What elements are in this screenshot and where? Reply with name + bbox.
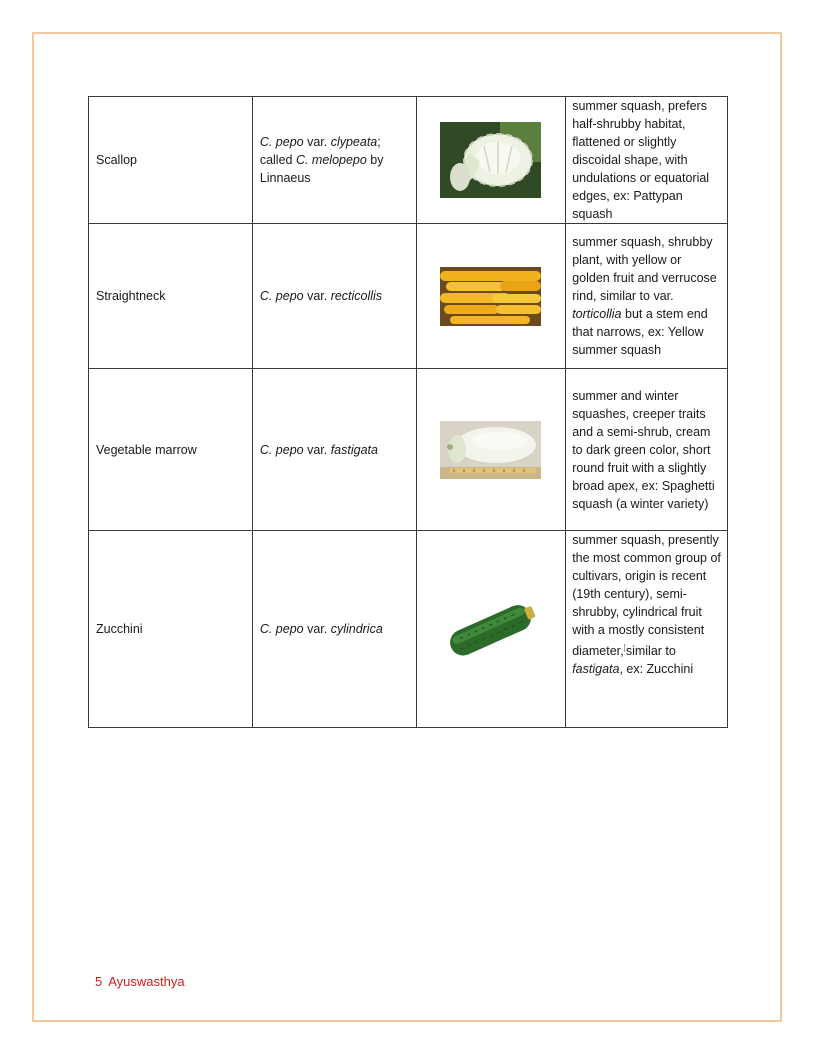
var-label: var. (303, 289, 331, 303)
scientific-name (252, 97, 416, 224)
description-italic: torticollia (572, 307, 622, 321)
varieties-table (88, 96, 728, 728)
table-row (89, 369, 728, 531)
variety-name: Straightneck (89, 224, 253, 369)
page-footer (95, 974, 185, 989)
variety-name: Vegetable marrow (89, 369, 253, 531)
description-text: similar to (625, 644, 676, 659)
description-text: summer squash, presently the most common group of cultivars, origin is recent (19th century), semi-shrubby, cylindrical fruit with a mostly consistent diameter, (572, 533, 721, 659)
genus: C. pepo (259, 135, 304, 149)
sci-tail: by Linnaeus (259, 153, 384, 185)
citation-mark: [ (623, 643, 626, 652)
zucchini-image (441, 597, 541, 661)
description-text: , ex: Zucchini (619, 662, 694, 677)
table-row (89, 531, 728, 728)
scientific-name (252, 531, 416, 728)
sci-connector: ; called (259, 135, 381, 167)
image-cell (416, 531, 566, 728)
image-cell (416, 224, 566, 369)
genus: C. pepo (259, 442, 304, 457)
image-cell (416, 369, 566, 531)
epithet: recticollis (330, 289, 383, 303)
scallop-squash-image (440, 122, 541, 198)
table-row (89, 224, 728, 369)
genus: C. pepo (259, 289, 304, 303)
variety-name: Zucchini (89, 531, 253, 728)
page-number: 5 (95, 974, 103, 989)
description-italic: fastigata (572, 662, 620, 677)
variety-name: Scallop (89, 97, 253, 224)
description: summer squash, prefers half-shrubby habitat, flattened or slightly discoidal shape, with undulations or equatorial edges, ex: Pattypan squash (566, 97, 728, 224)
description: summer and winter squashes, creeper traits and a semi-shrub, cream to dark green color, short round fruit with a slightly broad apex, ex: Spaghetti squash (a winter variety) (566, 369, 728, 531)
vegetable-marrow-image (440, 421, 541, 479)
description (566, 224, 728, 369)
var-label: var. (303, 135, 331, 149)
epithet: cylindrica (330, 622, 383, 636)
epithet: clypeata (330, 135, 378, 149)
epithet: fastigata (330, 442, 378, 457)
genus: C. pepo (259, 622, 304, 636)
description (566, 531, 728, 728)
alt-name: C. melopepo (295, 153, 367, 167)
var-label: var. (303, 622, 331, 636)
description-text: but a stem end that narrows, ex: Yellow summer squash (572, 307, 708, 357)
table-row (89, 97, 728, 224)
var-label: var. (303, 442, 331, 457)
description-text: summer squash, shrubby plant, with yellow or golden fruit and verrucose rind, similar to var. (572, 235, 717, 303)
scientific-name (252, 369, 416, 531)
image-cell (416, 97, 566, 224)
footer-text: Ayuswasthya (108, 974, 185, 989)
scientific-name (252, 224, 416, 369)
yellow-straightneck-squash-image (440, 267, 541, 326)
